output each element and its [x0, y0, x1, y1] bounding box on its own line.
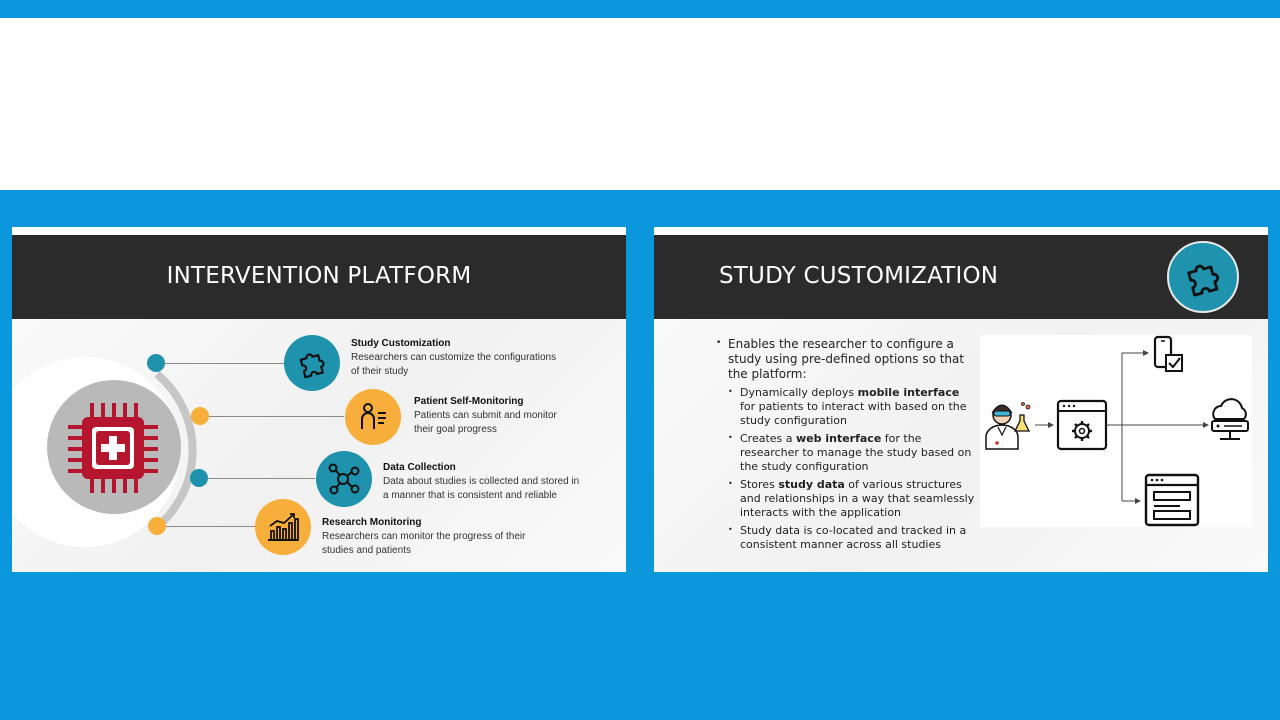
cloud-server-icon: [1212, 399, 1248, 439]
connector-line: [208, 416, 344, 417]
bar-chart-icon: [255, 499, 311, 555]
connector-dot: [190, 469, 208, 487]
connector-dot: [147, 354, 165, 372]
bullet-list: [716, 337, 976, 556]
sub-bullet: • Dynamically deploys mobile interface for patients to interact with based on the study configuration: [728, 386, 976, 428]
item-description: Researchers can monitor the progress of their studies and patients: [322, 531, 526, 556]
medical-chip-icon: [60, 395, 166, 501]
bullet-main: • Enables the researcher to configure a study using pre-defined options so that the platform:: [716, 337, 976, 382]
web-interface-icon: [1146, 475, 1198, 525]
item-title: Data Collection: [383, 462, 456, 473]
sub-bullet: • Creates a web interface for the researcher to manage the study based on the study configuration: [728, 432, 976, 474]
connector-line: [165, 526, 257, 527]
person-list-icon: [345, 389, 401, 445]
slide-top-strip: [654, 227, 1268, 235]
item-title: Research Monitoring: [322, 517, 422, 528]
item-description: Patients can submit and monitor their goal progress: [414, 410, 557, 435]
connector-dot: [148, 517, 166, 535]
researcher-icon: [986, 403, 1030, 450]
item-title: Patient Self-Monitoring: [414, 396, 524, 407]
connector-dot: [191, 407, 209, 425]
connector-line: [164, 363, 286, 364]
sub-bullet: • Study data is co-located and tracked in a consistent manner across all studies: [728, 524, 976, 552]
slide-title: STUDY CUSTOMIZATION: [719, 263, 999, 289]
top-white-band: [0, 18, 1280, 190]
mobile-check-icon: [1155, 337, 1182, 371]
item-title: Study Customization: [351, 338, 451, 349]
architecture-diagram: [980, 335, 1252, 527]
item-description: Researchers can customize the configurations of their study: [351, 352, 557, 377]
settings-window-icon: [1058, 401, 1106, 449]
puzzle-icon: [284, 335, 340, 391]
slide-intervention-platform[interactable]: [12, 227, 626, 572]
sub-bullet: • Stores study data of various structures and relationships in a way that seamlessly interacts with the application: [728, 478, 976, 520]
network-icon: [316, 451, 372, 507]
item-description: Data about studies is collected and stored in a manner that is consistent and reliable: [383, 476, 580, 501]
connector-line: [207, 478, 315, 479]
slide-study-customization[interactable]: [654, 227, 1268, 572]
puzzle-icon: [1167, 241, 1239, 313]
slide-title: INTERVENTION PLATFORM: [166, 263, 472, 289]
